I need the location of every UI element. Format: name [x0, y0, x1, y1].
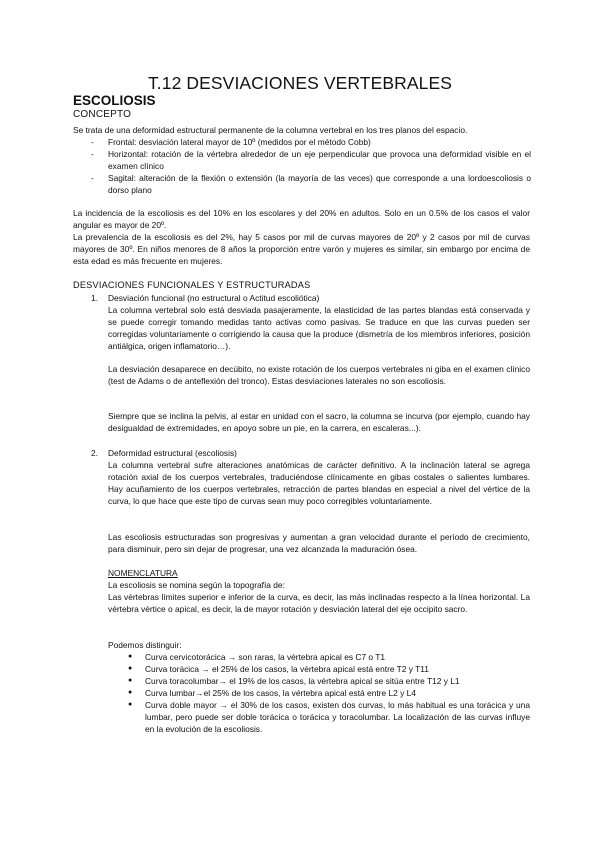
bullet-icon: ● — [128, 689, 133, 696]
item-1-paragraph-2: La desviación desaparece en decúbito, no existe rotación de los cuerpos vertebrales ni giba en el examen clínico (test de Adams o de anteflexión del tronco). Estas desviaciones laterales no son escoliosis. — [108, 364, 530, 386]
item-2-paragraph-2: Las escoliosis estructuradas son progresivas y aumentan a gran velocidad durante el período de crecimiento, para disminuir, pero sin dejar de progresar, una vez alcanzada la maduración ósea. — [108, 532, 530, 554]
dash-marker: - — [91, 137, 94, 147]
bullet-icon: ● — [128, 677, 133, 684]
item-2-paragraph-1: La columna vertebral sufre alteraciones anatómicas de carácter definitivo. A la inclinación lateral se agrega rotación axial de los cuerpos vertebrales, traduciéndose clínicamente en gibas costales o salientes lumbares. Hay acuñamiento de los cuerpos vertebrales, retracción de partes blandas en especial a nivel del vértice de la curva, lo que hace que este tipo de curvas sean muy poco corregibles voluntariamente. — [108, 460, 530, 506]
section-heading: ESCOLIOSIS — [73, 93, 156, 108]
list-item: ● Curva toracolumbar→ el 19% de los casos, la vértebra apical se sitúa entre T12 y L1 — [128, 676, 460, 686]
bullet-icon: ● — [128, 665, 133, 672]
list-item: - Frontal: desviación lateral mayor de 10º (medidos por el método Cobb) — [91, 137, 371, 147]
item-1-paragraph-1: La columna vertebral solo está desviada pasajeramente, la elasticidad de las partes blandas está conservada y se puede corregir tomando medidas tanto activas como pasivas. Se traduce en que las curvas pueden ser corregidas voluntariamente o corrigiendo la causa que la produce (dismetría de los miembros inferiores, posición antiálgica, origen inflamatorio…). — [108, 305, 530, 351]
curves-intro: Podemos distinguir: — [108, 640, 182, 650]
desviaciones-heading: DESVIACIONES FUNCIONALES Y ESTRUCTURADAS — [73, 280, 311, 290]
planes-list — [91, 136, 531, 196]
list-item: - Sagital: alteración de la flexión o extensión (la mayoría de las veces) que corresponde a una lordoescoliosis o dorso plano — [91, 173, 531, 195]
dash-marker: - — [91, 173, 94, 183]
incidence-paragraph: La incidencia de la escoliosis es del 10% en los escolares y del 20% en adultos. Solo en un 0.5% de los casos el valor angular es mayor de 20º. — [73, 208, 530, 230]
prevalence-paragraph: La prevalencia de la escoliosis es del 2%, hay 5 casos por mil de curvas mayores de 20º y 2 casos por mil de curvas mayores de 30º. En niños menores de 8 años la proporción entre varón y mujeres es similar, sin embargo por encima de esta edad es más frecuente en mujeres. — [73, 232, 530, 266]
nomenclatura-intro: La escoliosis se nomina según la topografía de: — [108, 580, 285, 590]
concepto-heading: CONCEPTO — [73, 109, 132, 120]
bullet-icon: ● — [128, 701, 133, 708]
concepto-definition: Se trata de una deformidad estructural permanente de la columna vertebral en los tres planos del espacio. — [73, 125, 468, 135]
nomenclatura-body: Las vértebras límites superior e inferior de la curva, es decir, las más inclinadas respecto a la línea horizontal. La vértebra vértice o apical, es decir, la de mayor rotación y desviación lateral del eje occipito sacro. — [108, 592, 530, 614]
list-item: ● Curva lumbar→el 25% de los casos, la vértebra apical está entre L2 y L4 — [128, 688, 416, 698]
list-item: ● Curva torácica → el 25% de los casos, la vértebra apical está entre T2 y T11 — [128, 664, 429, 674]
item-1-paragraph-3: Siempre que se inclina la pelvis, al estar en unidad con el sacro, la columna se incurva (por ejemplo, cuando hay desigualdad de extremidades, en apoyo sobre un pie, en la carrera, en escaleras...). — [108, 411, 530, 433]
list-item: ● Curva cervicotorácica → son raras, la vértebra apical es C7 o T1 — [128, 652, 386, 662]
document-page: T.12 DESVIACIONES VERTEBRALES ESCOLIOSIS CONCEPTO Se trata de una deformidad estructural permanente de la columna vertebral en los tres planos del espacio. - Frontal: desviación lateral mayor de 10º (medidos por el método Cobb) - Horizontal: rotación de la vértebra alrededor de un eje perpendicular que provoca una deformidad visible en el examen clínico - Sagital: alteración de la flexión o extensión (la mayoría de las veces) que corresponde a una lordoescoliosis o dorso plano La incidencia de la escoliosis es del 10% en los escolares y del 20% en adultos. Solo en un 0.5% de los casos el valor angular es mayor de 20º. La prevalencia de la escoliosis es del 2%, hay 5 casos por mil de curvas mayores de 20º y 2 casos por mil de curvas mayores de 30º. En niños menores de 8 años la proporción entre varón y mujeres es similar, sin embargo por encima de esta edad es más frecuente en mujeres. DESVIACIONES FUNCIONALES Y ESTRUCTURADAS 1. Desviación funcional (no estructural o Actitud escoliótica) La columna vertebral solo está desviada pasajeramente, la elasticidad de las partes blandas está conservada y se puede corregir tomando medidas tanto activas como pasivas. Se traduce en que las curvas pueden ser corregidas voluntariamente o corrigiendo la causa que la produce (dismetría de los miembros inferiores, posición antiálgica, origen inflamatorio…). La desviación desaparece en decúbito, no existe rotación de los cuerpos vertebrales ni giba en el examen clínico (test de Adams o de anteflexión del tronco). Estas desviaciones laterales no son escoliosis. Siempre que se inclina la pelvis, al estar en unidad con el sacro, la columna se incurva (por ejemplo, cuando hay desigualdad de extremidades, en apoyo sobre un pie, en la carrera, en escaleras...). 2. Deformidad estructural (escoliosis) La columna vertebral sufre alteraciones anatómicas de carácter definitivo. A la inclinación lateral se agrega rotación axial de los cuerpos vertebrales, traduciéndose clínicamente en gibas costales o salientes lumbares. Hay acuñamiento de los cuerpos vertebrales, retracción de partes blandas en especial a nivel del vértice de la curva, lo que hace que este tipo de curvas sean muy poco corregibles voluntariamente. Las escoliosis estructuradas son progresivas y aumentan a gran velocidad durante el período de crecimiento, para disminuir, pero sin dejar de progresar, una vez alcanzada la maduración ósea. NOMENCLATURA La escoliosis se nomina según la topografía de: Las vértebras límites superior e inferior de la curva, es decir, las más inclinadas respecto a la línea horizontal. La vértebra vértice o apical, es decir, la de mayor rotación y desviación lateral del eje occipito sacro. Podemos distinguir: ● Curva cervicotorácica → son raras, la vértebra apical es C7 o T1 ● Curva torácica → el 25% de los casos, la vértebra apical está entre T2 y T11 ● Curva toracolumbar→ el 19% de los casos, la vértebra apical se sitúa entre T12 y L1 ● Curva lumbar→el 25% de los casos, la vértebra apical está entre L2 y L4 ● Curva doble mayor → el 30% de los casos, existen dos curvas, lo más habitual es una torácica y una lumbar, pero puede ser doble torácica o torácica y toracolumbar. La localización de las curvas influye en la evolución de la escoliosis. — [0, 0, 600, 848]
page-title: T.12 DESVIACIONES VERTEBRALES — [147, 73, 453, 93]
list-item: - Horizontal: rotación de la vértebra alrededor de un eje perpendicular que provoca una deformidad visible en el examen clínico — [91, 149, 531, 171]
curves-list — [128, 651, 530, 735]
bullet-icon: ● — [128, 653, 133, 660]
list-item: ● Curva doble mayor → el 30% de los casos, existen dos curvas, lo más habitual es una torácica y una lumbar, pero puede ser doble torácica o torácica y toracolumbar. La localización de las curvas influye en la evolución de la escoliosis. — [128, 700, 530, 734]
nomenclatura-heading: NOMENCLATURA — [108, 568, 178, 578]
dash-marker: - — [91, 149, 94, 159]
